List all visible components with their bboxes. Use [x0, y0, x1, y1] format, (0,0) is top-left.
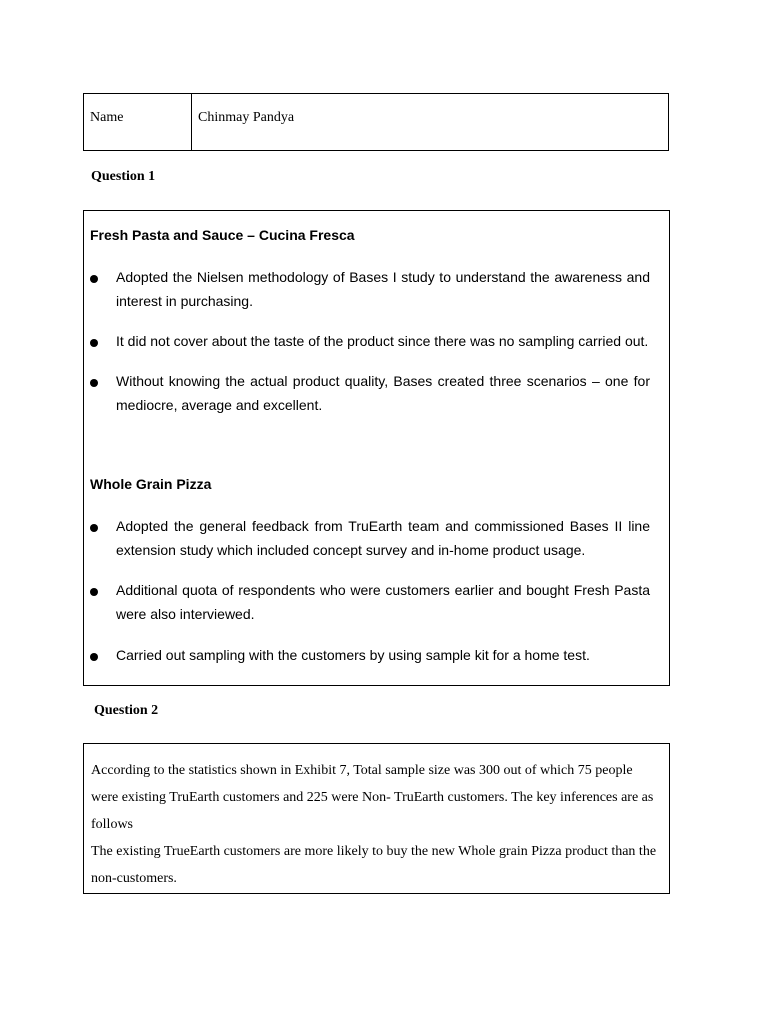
name-label: Name	[84, 94, 192, 150]
bullet-text: Carried out sampling with the customers by using sample kit for a home test.	[116, 647, 590, 663]
bullet-icon	[90, 524, 98, 532]
name-table	[83, 93, 669, 151]
bullet-text: Additional quota of respondents who were customers earlier and bought Fresh Pasta were also interviewed.	[116, 582, 650, 622]
name-value: Chinmay Pandya	[198, 110, 295, 125]
question-2-answer-box	[83, 743, 670, 894]
section-title-fresh-pasta: Fresh Pasta and Sauce – Cucina Fresca	[90, 227, 355, 243]
bullet-text: Adopted the Nielsen methodology of Bases I study to understand the awareness and interest in purchasing.	[116, 269, 650, 309]
question-2-heading: Question 2	[94, 703, 159, 718]
bullet-icon	[90, 275, 98, 283]
bullet-icon	[90, 588, 98, 596]
question-1-answer-box	[83, 210, 670, 686]
list-item	[90, 582, 650, 626]
bullet-text: Adopted the general feedback from TruEarth team and commissioned Bases II line extension study which included concept survey and in-home product usage.	[116, 518, 650, 558]
bullet-icon	[90, 339, 98, 347]
bullet-icon	[90, 653, 98, 661]
question-2-paragraph-1: According to the statistics shown in Exhibit 7, Total sample size was 300 out of which 75 people were existing TruEarth customers and 225 were Non- TruEarth customers. The key inferences are as follows	[91, 763, 654, 832]
list-item	[90, 373, 650, 417]
list-item	[90, 518, 650, 562]
bullet-text: Without knowing the actual product quality, Bases created three scenarios – one for mediocre, average and excellent.	[116, 373, 650, 413]
list-item	[90, 269, 650, 313]
list-item	[90, 333, 650, 353]
section-title-whole-grain-pizza: Whole Grain Pizza	[90, 476, 212, 492]
list-item	[90, 647, 650, 667]
question-2-paragraph-2: The existing TrueEarth customers are more likely to buy the new Whole grain Pizza product than the non-customers.	[91, 844, 657, 886]
bullet-text: It did not cover about the taste of the product since there was no sampling carried out.	[116, 333, 649, 349]
question-1-heading: Question 1	[91, 169, 156, 184]
bullet-icon	[90, 379, 98, 387]
